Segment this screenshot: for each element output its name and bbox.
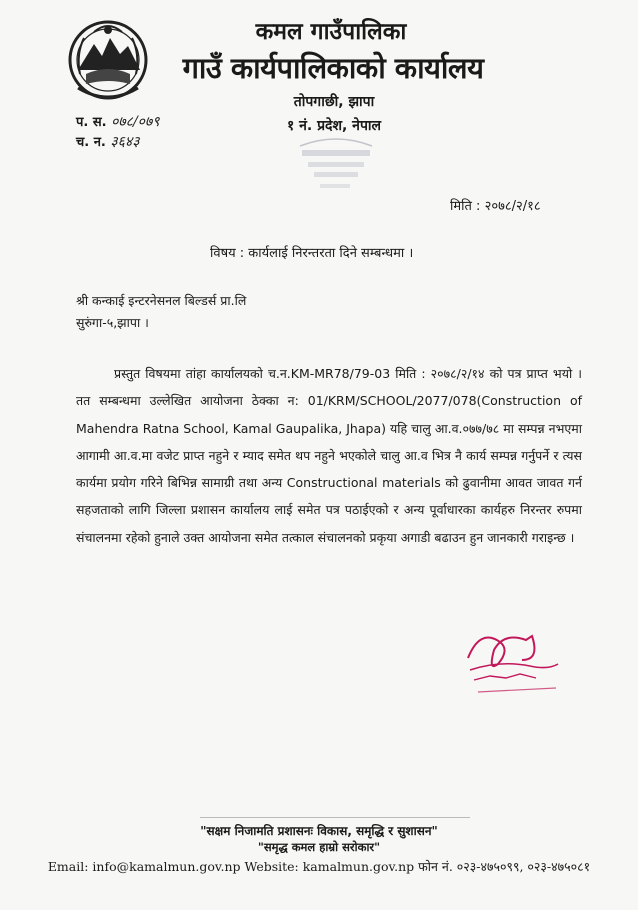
letter-date: मिति : २०७८/२/१८ xyxy=(450,199,541,214)
letter-body xyxy=(76,360,582,551)
letter-subject: विषय : कार्यलाई निरन्तरता दिने सम्बन्धमा । xyxy=(210,246,414,261)
footer-motto: "समृद्ध कमल हाम्रो सरोकार" xyxy=(257,840,381,854)
office-stamp-icon xyxy=(292,136,380,206)
ref-cn-value: ३६४३ xyxy=(110,134,140,150)
letter-dispatch-number xyxy=(76,132,140,151)
ref-ps-label: प. स. xyxy=(76,115,107,130)
recipient-name: श्री कन्काई इन्टरनेसनल बिल्डर्स प्रा.लि xyxy=(76,293,247,308)
letter-ref-number xyxy=(76,112,160,131)
signature-stamp-icon xyxy=(460,620,560,704)
ref-cn-label: च. न. xyxy=(76,135,106,150)
body-paragraph: प्रस्तुत विषयमा तांहा कार्यालयको च.न.KM-MR78/79-03 मिति : २०७८/२/१४ को पत्र प्राप्त भयो ।तत सम्बन्धमा उल्लेखित आयोजना ठेक्का न: 01/KRM/SCHOOL/2077/078(Construction of Mahendra Ratna School, Kamal Gaupalika, Jhapa) यहि चालु आ.व.०७७/७८ मा सम्पन्न नभएमा आगामी आ.व.मा वजेट प्राप्त नहुने र म्याद समेत थप नहुने भएकोले चालु आ.व भित्र नै कार्य सम्पन्न गर्नुपर्ने र त्यस कार्यमा प्रयोग गरिने बिभिन्न सामाग्री तथा अन्य Constructional materials को ढुवानीमा आवत जावत गर्न सहजताको लागि जिल्ला प्रशासन कार्यालय लाई समेत पत्र पठाईएको र अन्य पूर्वाधारका कार्यहरु निरन्तर रुपमा संचालनमा रहेको हुनाले उक्त आयोजना समेत तत्काल संचालनको प्रकृया अगाडी बढाउन हुन जानकारी गराइन्छ । xyxy=(76,366,582,545)
recipient-address: सुरुंगा-५,झापा । xyxy=(76,315,149,330)
footer-contact: Email: info@kamalmun.gov.np Website: kamalmun.gov.np फोन नं. ०२३-४७५०९९, ०२३-४७५०८१ xyxy=(47,859,591,874)
office-province: १ नं. प्रदेश, नेपाल xyxy=(286,118,382,134)
ref-ps-value: ०७८/०७९ xyxy=(111,114,160,130)
footer-slogan: "सक्षम निजामति प्रशासनः विकास, समृद्धि र सुशासन" xyxy=(200,824,438,838)
office-location: तोपगाछी, झापा xyxy=(293,94,375,110)
municipality-name: कमल गाउँपालिका xyxy=(255,19,407,45)
footer-divider xyxy=(200,817,470,818)
office-title: गाउँ कार्यपालिकाको कार्यालय xyxy=(182,51,484,85)
